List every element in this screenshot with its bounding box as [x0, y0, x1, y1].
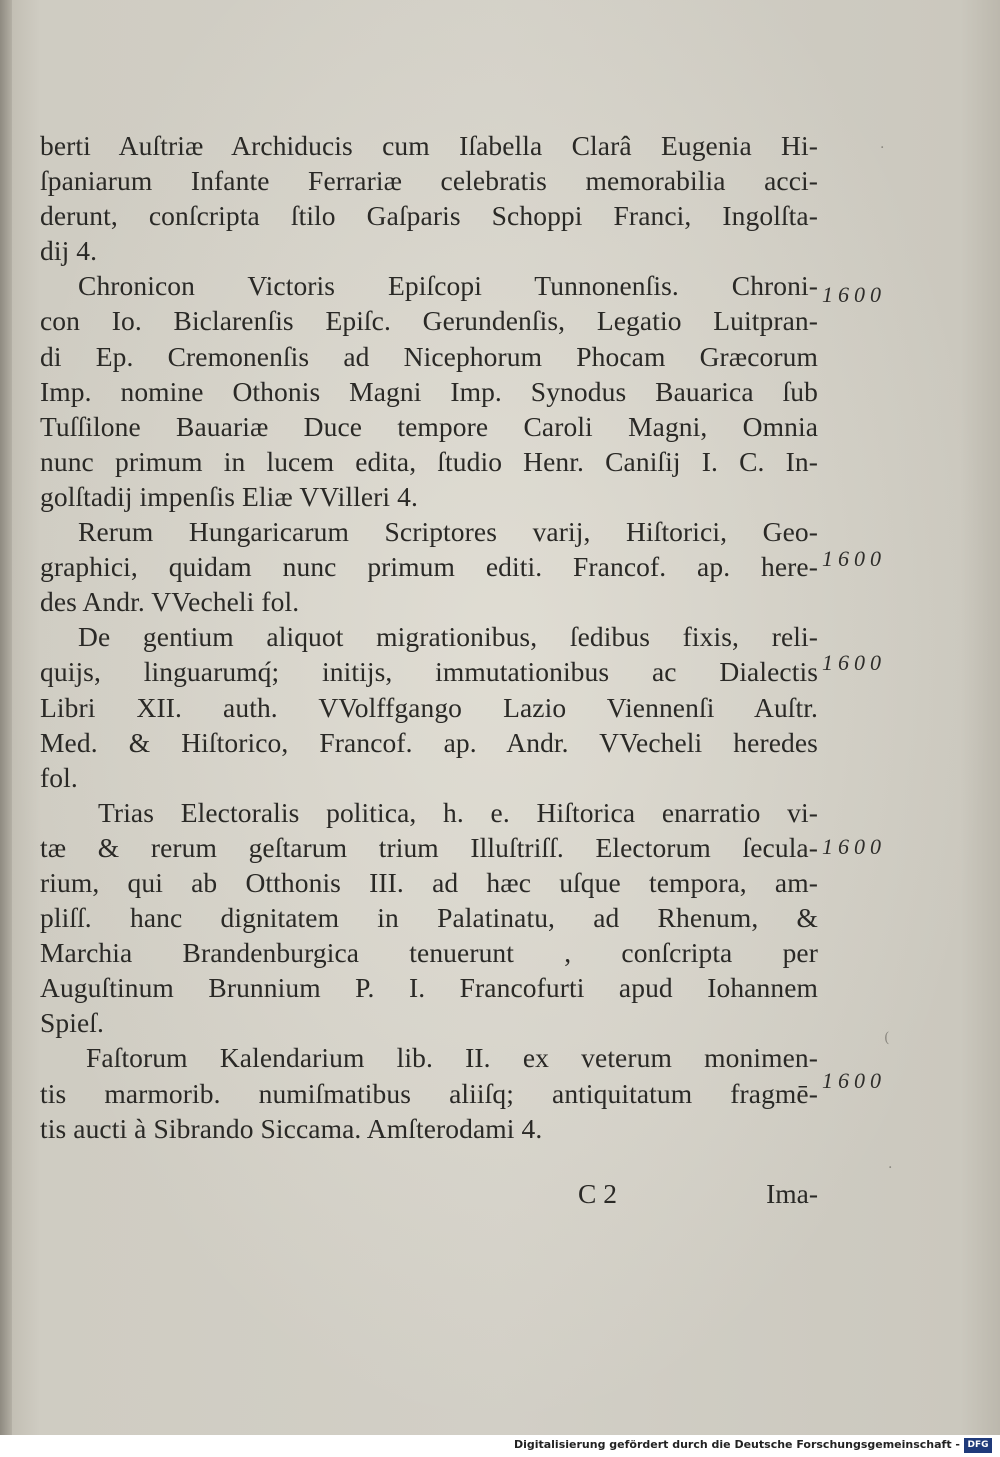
text-line: derunt, conſcripta ſtilo Gaſparis Schoppi Franci, Ingolſta-: [40, 200, 818, 232]
text-line: Med. & Hiſtorico, Francof. ap. Andr. VVecheli heredes: [40, 726, 818, 758]
text-line: con Io. Biclarenſis Epiſc. Gerundenſis, Legatio Luitpran-: [40, 305, 818, 337]
text-line: di Ep. Cremonenſis ad Nicephorum Phocam Græcorum: [40, 340, 818, 372]
margin-year: 1600: [822, 834, 886, 859]
text-line: berti Auſtriæ Archiducis cum Iſabella Clarâ Eugenia Hi-: [40, 130, 818, 161]
margin-year: 1600: [822, 650, 886, 675]
digitization-credit: Digitalisierung gefördert durch die Deutsche Forschungsgemeinschaft -: [513, 1438, 960, 1451]
page-binding-edge: [0, 0, 12, 1435]
margin-year: 1600: [822, 282, 886, 307]
text-line: Auguſtinum Brunnium P. I. Francofurti apud Iohannem: [40, 972, 818, 1004]
text-line: De gentium aliquot migrationibus, ſedibus fixis, reli-: [78, 621, 818, 653]
ink-speck: (: [884, 1030, 890, 1046]
catchword: Ima-: [766, 1178, 818, 1209]
text-line: tis marmorib. numiſmatibus aliiſq; antiquitatum fragmē-: [40, 1077, 818, 1109]
dfg-logo: DFG: [964, 1438, 992, 1453]
text-line: Imp. nomine Othonis Magni Imp. Synodus Bauarica ſub: [40, 375, 818, 407]
text-line: graphici, quidam nunc primum editi. Francof. ap. here-: [40, 551, 818, 583]
text-line: Libri XII. auth. VVolffgango Lazio Viennenſi Auſtr.: [40, 691, 818, 723]
text-line: tæ & rerum geſtarum trium Illuſtriſſ. Electorum ſecula-: [40, 831, 818, 863]
ink-speck: ·: [880, 140, 885, 156]
text-line: pliſſ. hanc dignitatem in Palatinatu, ad Rhenum, &: [40, 902, 818, 934]
text-line: Faſtorum Kalendarium lib. II. ex veterum monimen-: [86, 1042, 818, 1074]
text-line: quijs, linguarumq́; initijs, immutationibus ac Dialectis: [40, 656, 818, 688]
page-text: [40, 128, 818, 1146]
text-line: Marchia Brandenburgica tenuerunt , conſcripta per: [40, 937, 818, 969]
text-line: Chronicon Victoris Epiſcopi Tunnonenſis. Chroni-: [78, 270, 818, 302]
text-line: Spieſ.: [40, 1007, 105, 1039]
margin-year: 1600: [822, 546, 886, 571]
text-line: tis aucti à Sibrando Siccama. Amſterodami 4.: [40, 1112, 543, 1144]
signature-mark: C 2: [578, 1178, 617, 1209]
text-line: golſtadij impenſis Eliæ VVilleri 4.: [40, 480, 418, 512]
text-line: Rerum Hungaricarum Scriptores varij, Hiſtorici, Geo-: [78, 516, 818, 548]
text-line: des Andr. VVecheli fol.: [40, 586, 300, 618]
text-line: nunc primum in lucem edita, ſtudio Henr. Caniſij I. C. In-: [40, 445, 818, 477]
digitization-footer: [0, 1435, 1000, 1457]
text-line: rium, qui ab Otthonis III. ad hæc uſque tempora, am-: [40, 866, 818, 898]
text-line: ſpaniarum Infante Ferrariæ celebratis memorabilia acci-: [40, 165, 818, 197]
text-line: fol.: [40, 761, 78, 793]
margin-year: 1600: [822, 1068, 886, 1093]
text-line: dij 4.: [40, 235, 98, 267]
page-footer-line: [40, 1178, 818, 1213]
text-line: Trias Electoralis politica, h. e. Hiſtorica enarratio vi-: [98, 796, 818, 828]
text-line: Tuſſilone Bauariæ Duce tempore Caroli Magni, Omnia: [40, 410, 818, 442]
ink-speck: ·: [888, 1160, 893, 1176]
